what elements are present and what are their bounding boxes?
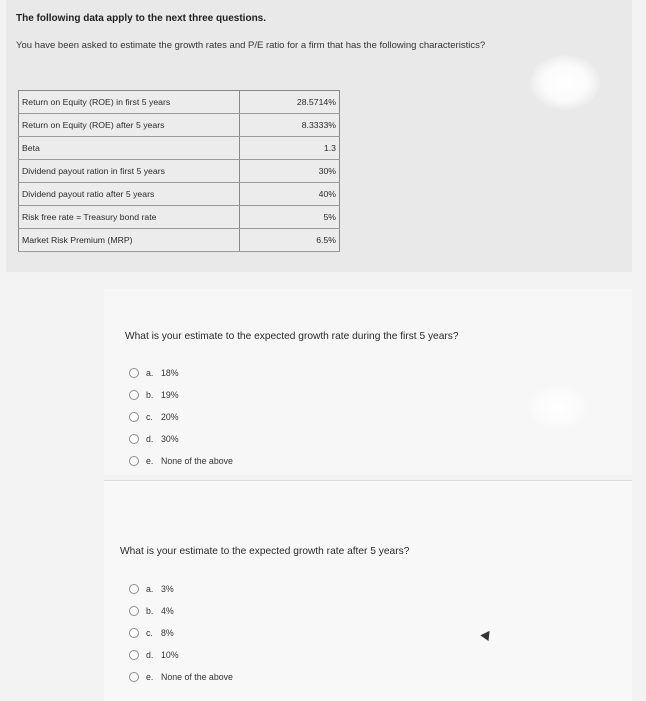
option-text: 18% bbox=[161, 368, 179, 378]
option-b[interactable] bbox=[129, 384, 233, 406]
table-row bbox=[19, 229, 340, 252]
option-a[interactable] bbox=[129, 578, 233, 600]
radio-button[interactable] bbox=[129, 434, 139, 444]
table-row bbox=[19, 183, 340, 206]
radio-button[interactable] bbox=[129, 606, 139, 616]
table-row bbox=[19, 160, 340, 183]
question-1-options bbox=[129, 362, 233, 472]
row-label: Market Risk Premium (MRP) bbox=[19, 229, 240, 252]
row-value: 30% bbox=[240, 160, 340, 183]
option-c[interactable] bbox=[129, 406, 233, 428]
option-letter: d. bbox=[146, 650, 154, 660]
option-text: 20% bbox=[161, 412, 179, 422]
radio-button[interactable] bbox=[129, 584, 139, 594]
table-row bbox=[19, 137, 340, 160]
row-value: 6.5% bbox=[240, 229, 340, 252]
radio-button[interactable] bbox=[129, 650, 139, 660]
option-d[interactable] bbox=[129, 428, 233, 450]
radio-button[interactable] bbox=[129, 672, 139, 682]
option-text: 8% bbox=[161, 628, 174, 638]
intro-text: You have been asked to estimate the growth rates and P/E ratio for a firm that has the following characteristics? bbox=[16, 40, 486, 51]
radio-button[interactable] bbox=[129, 390, 139, 400]
option-letter: a. bbox=[146, 368, 154, 378]
option-text: 3% bbox=[161, 584, 174, 594]
option-text: 30% bbox=[161, 434, 179, 444]
option-e[interactable] bbox=[129, 450, 233, 472]
option-text: None of the above bbox=[161, 672, 233, 682]
table-row bbox=[19, 206, 340, 229]
row-value: 5% bbox=[240, 206, 340, 229]
option-b[interactable] bbox=[129, 600, 233, 622]
option-letter: e. bbox=[146, 672, 154, 682]
radio-button[interactable] bbox=[129, 412, 139, 422]
option-text: 10% bbox=[161, 650, 179, 660]
row-value: 8.3333% bbox=[240, 114, 340, 137]
question-2-options bbox=[129, 578, 233, 688]
option-letter: b. bbox=[146, 390, 154, 400]
option-text: 19% bbox=[161, 390, 179, 400]
intro-title: The following data apply to the next three questions. bbox=[16, 13, 267, 24]
row-label: Beta bbox=[19, 137, 240, 160]
row-label: Return on Equity (ROE) after 5 years bbox=[19, 114, 240, 137]
option-letter: a. bbox=[146, 584, 154, 594]
row-label: Dividend payout ratio after 5 years bbox=[19, 183, 240, 206]
question-1-text: What is your estimate to the expected growth rate during the first 5 years? bbox=[125, 331, 459, 342]
row-value: 28.5714% bbox=[240, 91, 340, 114]
option-letter: c. bbox=[146, 628, 153, 638]
option-e[interactable] bbox=[129, 666, 233, 688]
option-text: 4% bbox=[161, 606, 174, 616]
option-c[interactable] bbox=[129, 622, 233, 644]
table-row bbox=[19, 91, 340, 114]
characteristics-table bbox=[18, 90, 340, 252]
option-letter: b. bbox=[146, 606, 154, 616]
table-row bbox=[19, 114, 340, 137]
option-letter: c. bbox=[146, 412, 153, 422]
glare-top bbox=[530, 55, 600, 110]
radio-button[interactable] bbox=[129, 628, 139, 638]
glare-middle bbox=[528, 385, 588, 430]
option-letter: d. bbox=[146, 434, 154, 444]
radio-button[interactable] bbox=[129, 456, 139, 466]
question-2-text: What is your estimate to the expected growth rate after 5 years? bbox=[120, 546, 410, 557]
option-letter: e. bbox=[146, 456, 154, 466]
row-label: Dividend payout ration in first 5 years bbox=[19, 160, 240, 183]
option-text: None of the above bbox=[161, 456, 233, 466]
option-d[interactable] bbox=[129, 644, 233, 666]
row-value: 40% bbox=[240, 183, 340, 206]
radio-button[interactable] bbox=[129, 368, 139, 378]
row-value: 1.3 bbox=[240, 137, 340, 160]
option-a[interactable] bbox=[129, 362, 233, 384]
row-label: Risk free rate = Treasury bond rate bbox=[19, 206, 240, 229]
row-label: Return on Equity (ROE) in first 5 years bbox=[19, 91, 240, 114]
